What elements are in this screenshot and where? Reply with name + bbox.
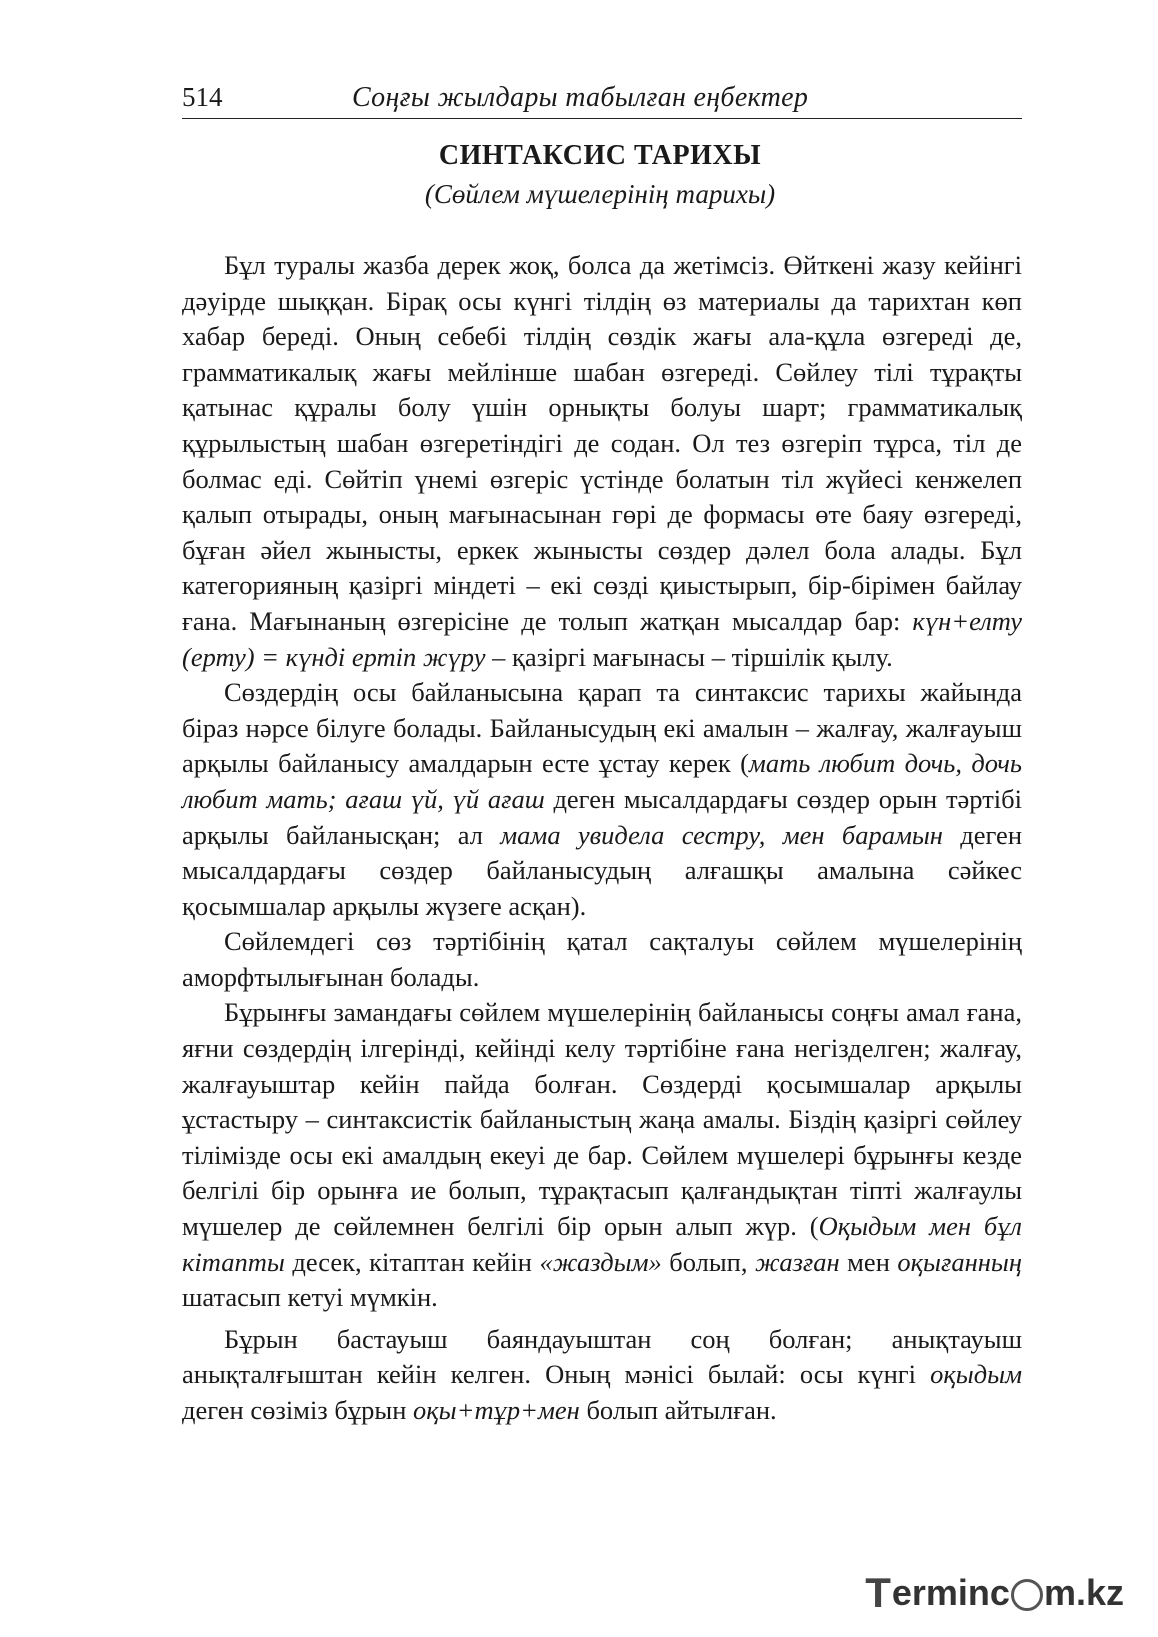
italic-example: мать любит дочь, дочь любит мать; ағаш үй, үй ағаш bbox=[182, 748, 1022, 814]
page-number: 514 bbox=[182, 82, 223, 112]
terminkom-watermark-logo bbox=[865, 1569, 1124, 1617]
watermark-text-1: ermin bbox=[891, 1572, 990, 1613]
paragraph-text: – қазіргі мағынасы – тіршілік қылу. bbox=[485, 641, 893, 672]
watermark-text-3: m.kz bbox=[1043, 1572, 1124, 1613]
body-paragraph bbox=[182, 924, 1022, 995]
article-subtitle: (Сөйлем мүшелерінің тарихы) bbox=[424, 179, 776, 209]
body-paragraph bbox=[182, 248, 1022, 675]
italic-example: оқы+тұр+мен bbox=[413, 1395, 580, 1425]
italic-example: «жаздым» bbox=[539, 1246, 662, 1277]
italic-example: мама увидела сестру, мен барамын bbox=[500, 819, 943, 850]
paragraph-text: мен bbox=[839, 1246, 898, 1277]
running-title: Соңғы жылдары табылған еңбектер bbox=[352, 82, 809, 113]
body-paragraph bbox=[182, 1322, 1022, 1429]
article-title: СИНТАКСИС ТАРИХЫ bbox=[438, 140, 762, 171]
body-paragraph bbox=[182, 675, 1022, 924]
paragraph-text: деген сөзіміз бұрын bbox=[182, 1395, 413, 1425]
watermark-t-glyph: T bbox=[865, 1569, 891, 1616]
italic-example: оқығанның bbox=[897, 1246, 1022, 1277]
paragraph-text: деген мысалдардағы сөздер байланысудың алғашқы амалына сәйкес қосымшалар арқылы жүзеге асқан). bbox=[182, 819, 1023, 921]
watermark-circle-icon bbox=[1011, 1579, 1043, 1611]
paragraph-text: деген мысалдардағы сөздер орын тәртібі арқылы байланысқан; ал bbox=[182, 783, 1022, 850]
italic-example: оқыдым bbox=[930, 1359, 1022, 1390]
body-paragraph bbox=[182, 995, 1022, 1315]
paragraph-text: Бұрынғы замандағы сөйлем мүшелерінің байланысы соңғы амал ғана, яғни сөздердің ілгерінді, кейінді келу тәртібіне ғана негізделген; жалғау, жалғауыштар кейін пайда болған. Сөздерді қосымшалар арқылы ұстастыру – синтаксистік байланыстың жаңа амалы. Біздің қазіргі сөйлеу тілімізде осы екі амалдың екеуі де бар. Сөйлем мүшелері бұрынғы кезде белгілі бір орынға ие болып, тұрақтасып қалғандықтан тіпті жалғаулы мүшелер де сөйлемнен белгілі бір орын алып жүр. ( bbox=[182, 997, 1022, 1242]
paragraph-text: Бұл туралы жазба дерек жоқ, болса да жетімсіз. Өйткені жазу кейінгі дәуірде шыққан. Бірақ осы күнгі тілдің өз материалы да тарихтан көп хабар береді. Оның себебі тілдің сөздік жағы ала-құла өзгереді де, грамматикалық жағы мейлінше шабан өзгереді. Сөйлеу тілі тұрақты қатынас құралы болу үшін орнықты болуы шарт; грамматикалық құрылыстың шабан өзгеретіндігі де содан. Ол тез өзгеріп тұрса, тіл де болмас еді. Сөйтіп үнемі өзгеріс үстінде болатын тіл жүйесі кенжелеп қалып отырады, оның мағынасынан гөрі де формасы өте баяу өзгереді, бұған әйел жынысты, еркек жынысты сөздер дәлел бола алады. Бұл категорияның қазіргі міндеті – екі сөзді қиыстырып, бір-бірімен байлау ғана. Мағынаның өзгерісіне де толып жатқан мысалдар бар: bbox=[182, 250, 1022, 636]
italic-example: жазған bbox=[755, 1246, 840, 1277]
running-header bbox=[182, 82, 1022, 119]
paragraph-text: болып, bbox=[661, 1246, 756, 1277]
article-body bbox=[182, 248, 1022, 1429]
italic-example: күн+елту (ерту) = күнді ертіп жүру bbox=[182, 605, 1022, 672]
paragraph-text: Бұрын бастауыш баяндауыштан соң болған; анықтауыш анықталғыштан кейін келген. Оның мәнісі былай: осы күнгі bbox=[182, 1323, 1022, 1390]
watermark-text-2: c bbox=[989, 1572, 1010, 1613]
paragraph-text: шатасып кетуі мүмкін. bbox=[182, 1282, 438, 1313]
paragraph-text: Сөйлемдегі сөз тәртібінің қатал сақталуы сөйлем мүшелерінің аморфтылығынан болады. bbox=[182, 926, 1022, 992]
paragraph-text: болып айтылған. bbox=[579, 1395, 777, 1425]
paragraph-text: Сөздердің осы байланысына қарап та синтаксис тарихы жайында біраз нәрсе білуге болады. Байланысудың екі амалын – жалғау, жалғауыш арқылы байланысу амалдарын есте ұстау керек ( bbox=[182, 677, 1022, 779]
italic-example: Оқыдым мен бұл кітапты bbox=[182, 1211, 1022, 1277]
paragraph-text: десек, кітаптан кейін bbox=[284, 1246, 540, 1277]
